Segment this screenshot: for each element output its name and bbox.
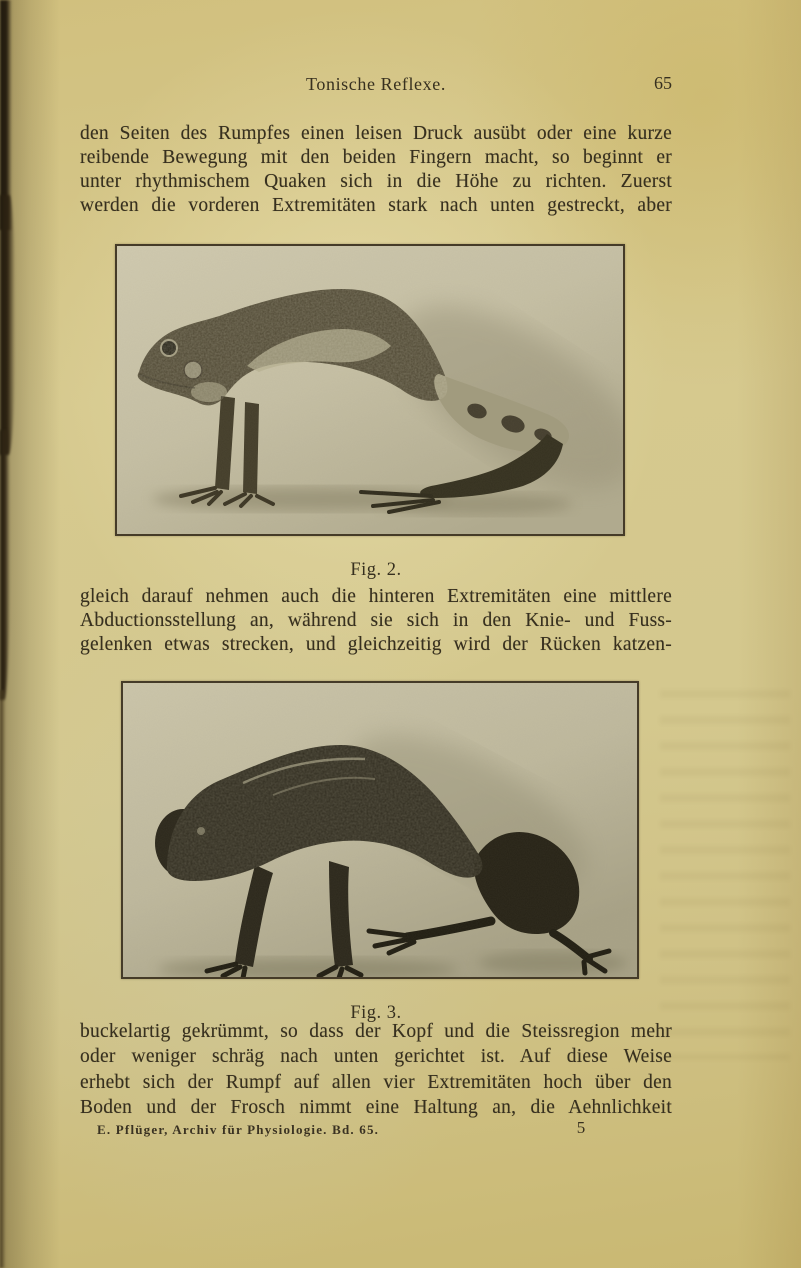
figure-3-frame	[121, 681, 639, 979]
text-line: werden die vorderen Extremitäten stark nach unten gestreckt, aber	[80, 195, 672, 216]
text-line: den Seiten des Rumpfes einen leisen Druck ausübt oder eine kurze	[80, 123, 672, 144]
sheet-signature-number: 5	[576, 1118, 586, 1137]
journal-citation: E. Pflüger, Archiv für Physiologie. Bd. 65.	[97, 1122, 380, 1137]
ink-showthrough	[660, 690, 790, 1060]
photo-grain	[117, 246, 623, 534]
frog-photo-humped-posture	[123, 683, 637, 977]
text-line: unter rhythmischem Quaken sich in die Höhe zu richten. Zuerst	[80, 171, 672, 192]
figure-2-caption: Fig. 2.	[350, 560, 402, 580]
text-line: erhebt sich der Rumpf auf allen vier Extremitäten hoch über den	[80, 1072, 672, 1093]
text-line: gelenken etwas strecken, und gleichzeitig wird der Rücken katzen-	[80, 634, 672, 655]
figure-3-caption: Fig. 3.	[350, 1003, 402, 1023]
page-curvature-shade	[0, 0, 60, 1268]
frog-photo-upright-posture	[117, 246, 623, 534]
text-line: Boden und der Frosch nimmt eine Haltung an, die Aehnlichkeit	[80, 1097, 672, 1118]
running-header-title: Tonische Reflexe.	[306, 74, 446, 94]
text-line: buckelartig gekrümmt, so dass der Kopf und die Steissregion mehr	[80, 1021, 672, 1042]
text-line: gleich darauf nehmen auch die hinteren Extremitäten eine mittlere	[80, 586, 672, 607]
text-line: oder weniger schräg nach unten gerichtet ist. Auf diese Weise	[80, 1046, 672, 1067]
figure-2-frame	[115, 244, 625, 536]
page-number: 65	[654, 73, 672, 93]
text-line: Abductionsstellung an, während sie sich in den Knie- und Fuss-	[80, 610, 672, 631]
text-line: reibende Bewegung mit den beiden Fingern macht, so beginnt er	[80, 147, 672, 168]
photo-grain	[123, 683, 637, 977]
